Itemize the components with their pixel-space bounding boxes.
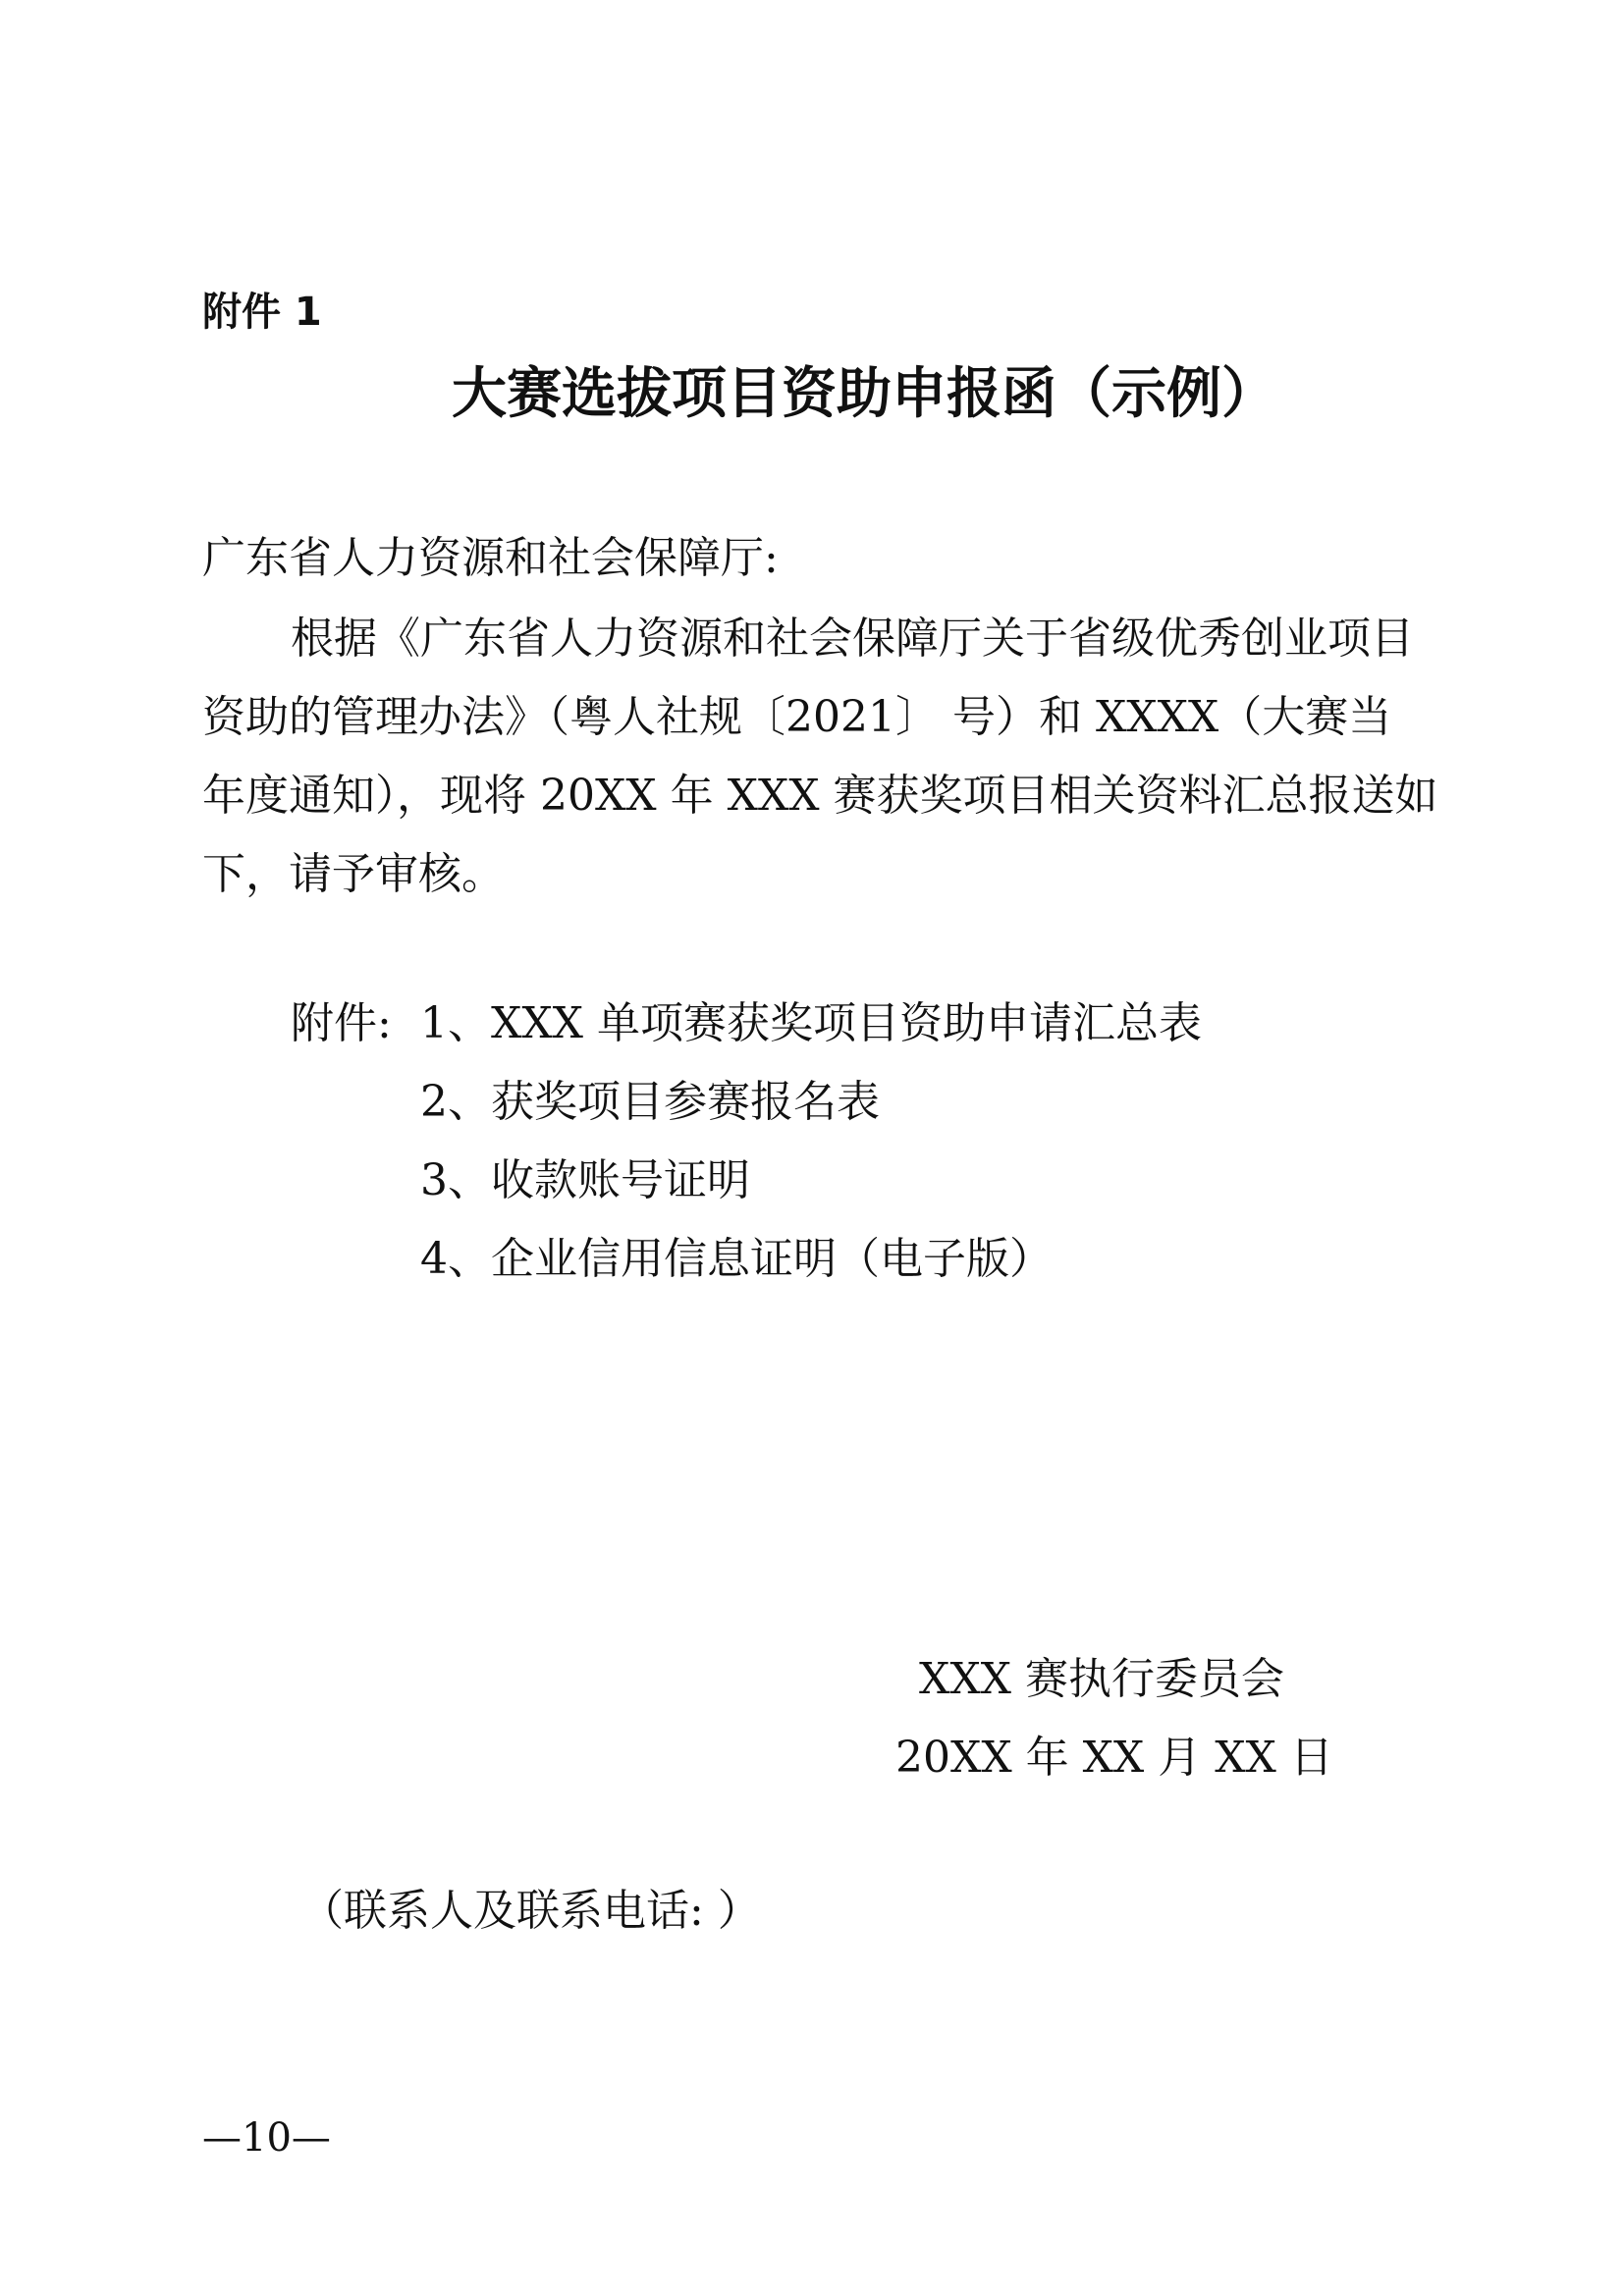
attachments-heading: 附件: <box>291 998 392 1048</box>
page-number: —10— <box>202 2115 331 2161</box>
signature-organization: XXX 赛执行委员会 <box>919 1654 1284 1704</box>
document-title: 大赛选拔项目资助申报函（示例） <box>452 362 1276 426</box>
body-line-3: 年度通知），现将 20XX 年 XXX 赛获奖项目相关资料汇总报送如 <box>202 771 1438 821</box>
body-line-2: 资助的管理办法》（粤人社规〔2021〕 号）和 XXXX（大赛当 <box>202 692 1392 742</box>
attachment-item-1: 1、XXX 单项赛获奖项目资助申请汇总表 <box>420 998 1202 1048</box>
contact-line: （联系人及联系电话: ） <box>300 1886 761 1936</box>
body-line-4: 下，请予审核。 <box>202 849 505 899</box>
body-line-1: 根据《广东省人力资源和社会保障厅关于省级优秀创业项目 <box>291 614 1414 664</box>
recipient-line: 广东省人力资源和社会保障厅: <box>202 533 779 583</box>
attachment-label: 附件 1 <box>202 290 322 335</box>
attachment-item-3: 3、收款账号证明 <box>420 1155 750 1205</box>
attachment-item-4: 4、企业信用信息证明（电子版） <box>420 1234 1053 1284</box>
signature-date: 20XX 年 XX 月 XX 日 <box>895 1733 1333 1783</box>
attachment-item-2: 2、获奖项目参赛报名表 <box>420 1077 880 1127</box>
